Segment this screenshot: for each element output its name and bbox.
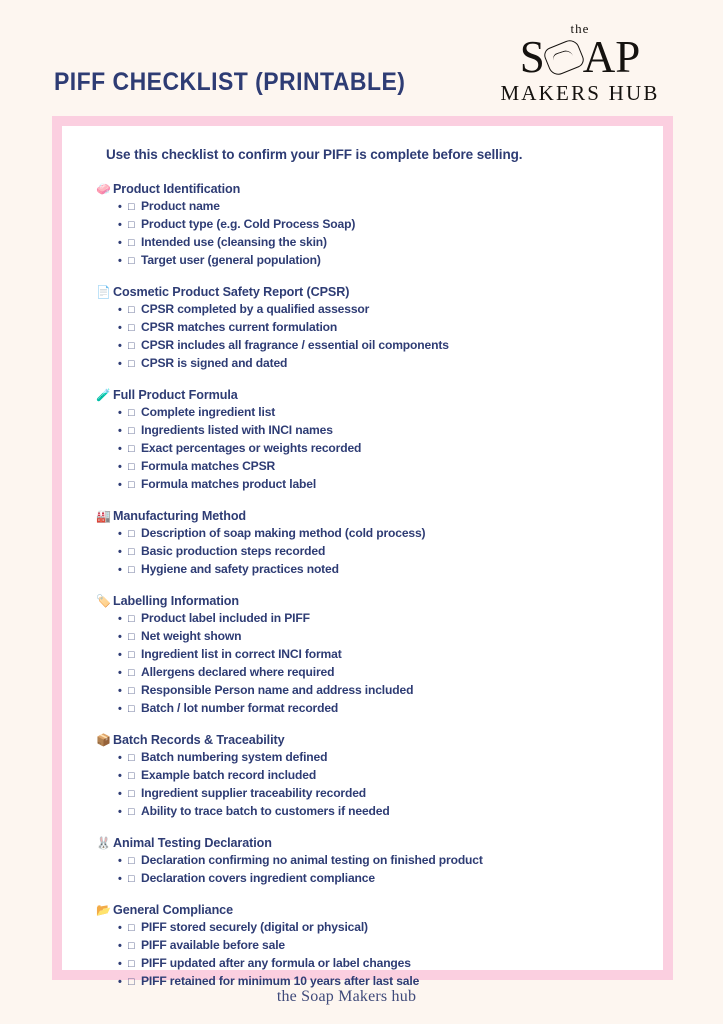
bullet-icon: •: [118, 703, 122, 715]
factory-icon: 🏭: [96, 509, 111, 523]
section-title: Batch Records & Traceability: [113, 733, 285, 747]
checkbox-icon[interactable]: □: [128, 667, 135, 679]
soap-bar-icon: [542, 37, 586, 77]
checklist-item[interactable]: [118, 785, 637, 803]
checklist-item[interactable]: [118, 216, 637, 234]
checkbox-icon[interactable]: □: [128, 976, 135, 988]
checkbox-icon[interactable]: □: [128, 922, 135, 934]
checklist-section: [96, 182, 637, 270]
checklist-item[interactable]: [118, 355, 637, 373]
checklist-item-label: Declaration covers ingredient compliance: [141, 871, 375, 885]
checklist-section: [96, 903, 637, 991]
bullet-icon: •: [118, 528, 122, 540]
checklist-item-label: Exact percentages or weights recorded: [141, 441, 362, 455]
checklist-item[interactable]: [118, 252, 637, 270]
checkbox-icon[interactable]: □: [128, 770, 135, 782]
section-heading: [96, 285, 637, 299]
bullet-icon: •: [118, 958, 122, 970]
section-heading: [96, 509, 637, 523]
checklist-item[interactable]: [118, 476, 637, 494]
checkbox-icon[interactable]: □: [128, 806, 135, 818]
checkbox-icon[interactable]: □: [128, 358, 135, 370]
bullet-icon: •: [118, 752, 122, 764]
checklist-item[interactable]: [118, 198, 637, 216]
bullet-icon: •: [118, 358, 122, 370]
checkbox-icon[interactable]: □: [128, 958, 135, 970]
bullet-icon: •: [118, 685, 122, 697]
bullet-icon: •: [118, 304, 122, 316]
checklist-item-label: Net weight shown: [141, 629, 242, 643]
checkbox-icon[interactable]: □: [128, 649, 135, 661]
checklist-items: [96, 852, 637, 888]
checklist-item-label: PIFF available before sale: [141, 938, 285, 952]
section-title: Full Product Formula: [113, 388, 238, 402]
label-tag-icon: 🏷️: [96, 594, 111, 608]
checklist-item[interactable]: [118, 337, 637, 355]
test-tube-icon: 🧪: [96, 388, 111, 402]
checkbox-icon[interactable]: □: [128, 528, 135, 540]
logo-soap-wordmark: [485, 32, 675, 82]
bullet-icon: •: [118, 425, 122, 437]
checkbox-icon[interactable]: □: [128, 461, 135, 473]
checklist-section: [96, 733, 637, 821]
bullet-icon: •: [118, 613, 122, 625]
checklist-item[interactable]: [118, 301, 637, 319]
checklist-item[interactable]: [118, 682, 637, 700]
bullet-icon: •: [118, 340, 122, 352]
checklist-items: [96, 525, 637, 579]
checkbox-icon[interactable]: □: [128, 613, 135, 625]
checklist-item-label: CPSR is signed and dated: [141, 356, 288, 370]
checkbox-icon[interactable]: □: [128, 752, 135, 764]
checklist-item[interactable]: [118, 628, 637, 646]
checklist-item[interactable]: [118, 700, 637, 718]
checkbox-icon[interactable]: □: [128, 255, 135, 267]
checklist-item-label: Formula matches CPSR: [141, 459, 276, 473]
checkbox-icon[interactable]: □: [128, 443, 135, 455]
bullet-icon: •: [118, 219, 122, 231]
bullet-icon: •: [118, 255, 122, 267]
checklist-item-label: Basic production steps recorded: [141, 544, 326, 558]
checklist-item[interactable]: [118, 870, 637, 888]
bullet-icon: •: [118, 788, 122, 800]
bullet-icon: •: [118, 237, 122, 249]
checklist-item-label: Batch numbering system defined: [141, 750, 328, 764]
checkbox-icon[interactable]: □: [128, 685, 135, 697]
section-heading: [96, 903, 637, 917]
checklist-section: [96, 285, 637, 373]
checklist-item[interactable]: [118, 664, 637, 682]
checklist-item-label: Intended use (cleansing the skin): [141, 235, 327, 249]
section-title: Manufacturing Method: [113, 509, 247, 523]
checklist-items: [96, 610, 637, 718]
checklist-frame: [52, 116, 673, 988]
checklist-item[interactable]: [118, 937, 637, 955]
folder-icon: 📂: [96, 903, 111, 917]
section-heading: [96, 733, 637, 747]
checklist-item[interactable]: [118, 543, 637, 561]
checkbox-icon[interactable]: □: [128, 322, 135, 334]
bullet-icon: •: [118, 564, 122, 576]
checklist-item[interactable]: [118, 803, 637, 821]
checklist-item-label: Product name: [141, 199, 220, 213]
checklist-sections: [96, 182, 637, 991]
checkbox-icon[interactable]: □: [128, 873, 135, 885]
checkbox-icon[interactable]: □: [128, 631, 135, 643]
bullet-icon: •: [118, 667, 122, 679]
checklist-item[interactable]: [118, 319, 637, 337]
checklist-item-label: PIFF retained for minimum 10 years after last sale: [141, 974, 420, 988]
checklist-item[interactable]: [118, 852, 637, 870]
logo-makers-hub-text: MAKERS HUB: [500, 81, 660, 105]
checkbox-icon[interactable]: □: [128, 703, 135, 715]
bullet-icon: •: [118, 407, 122, 419]
checkbox-icon[interactable]: □: [128, 940, 135, 952]
checklist-item-label: Example batch record included: [141, 768, 317, 782]
checklist-item[interactable]: [118, 561, 637, 579]
checkbox-icon[interactable]: □: [128, 788, 135, 800]
bullet-icon: •: [118, 806, 122, 818]
logo-the-text: the: [570, 21, 590, 36]
logo-letter-a: A: [582, 32, 616, 82]
rabbit-icon: 🐰: [96, 836, 111, 850]
checklist-item-label: Hygiene and safety practices noted: [141, 562, 339, 576]
checklist-item[interactable]: [118, 767, 637, 785]
bullet-icon: •: [118, 922, 122, 934]
checkbox-icon[interactable]: □: [128, 304, 135, 316]
bullet-icon: •: [118, 770, 122, 782]
checklist-section: [96, 594, 637, 718]
checklist-item-label: Target user (general population): [141, 253, 321, 267]
checklist-item-label: PIFF stored securely (digital or physical): [141, 920, 368, 934]
checklist-item[interactable]: [118, 610, 637, 628]
section-heading: [96, 388, 637, 402]
brand-logo: [485, 22, 675, 104]
section-title: Animal Testing Declaration: [113, 836, 272, 850]
section-heading: [96, 594, 637, 608]
package-box-icon: 📦: [96, 733, 111, 747]
section-title: Labelling Information: [113, 594, 239, 608]
checklist-items: [96, 301, 637, 373]
checklist-item-label: Ingredient list in correct INCI format: [141, 647, 342, 661]
checklist-section: [96, 836, 637, 888]
checklist-item[interactable]: [118, 404, 637, 422]
checkbox-icon[interactable]: □: [128, 425, 135, 437]
checklist-item-label: Batch / lot number format recorded: [141, 701, 339, 715]
bullet-icon: •: [118, 873, 122, 885]
checkbox-icon[interactable]: □: [128, 479, 135, 491]
checkbox-icon[interactable]: □: [128, 201, 135, 213]
section-heading: [96, 182, 637, 196]
checklist-item-label: Ability to trace batch to customers if needed: [141, 804, 390, 818]
bullet-icon: •: [118, 546, 122, 558]
checkbox-icon[interactable]: □: [128, 564, 135, 576]
checklist-item[interactable]: [118, 458, 637, 476]
checkbox-icon[interactable]: □: [128, 340, 135, 352]
bullet-icon: •: [118, 201, 122, 213]
page-header: [0, 0, 723, 115]
checklist-items: [96, 198, 637, 270]
checklist-item[interactable]: [118, 955, 637, 973]
checklist-item[interactable]: [118, 422, 637, 440]
checklist-item[interactable]: [118, 525, 637, 543]
checklist-item-label: CPSR completed by a qualified assessor: [141, 302, 370, 316]
soap-bar-icon: 🧼: [96, 182, 111, 196]
bullet-icon: •: [118, 443, 122, 455]
checklist-item-label: Ingredient supplier traceability recorded: [141, 786, 367, 800]
checklist-item-label: CPSR matches current formulation: [141, 320, 338, 334]
checklist-items: [96, 404, 637, 494]
footer-brand: the Soap Makers hub: [276, 988, 417, 1005]
checklist-item-label: Product type (e.g. Cold Process Soap): [141, 217, 356, 231]
checkbox-icon[interactable]: □: [128, 546, 135, 558]
bullet-icon: •: [118, 649, 122, 661]
section-heading: [96, 836, 637, 850]
bullet-icon: •: [118, 631, 122, 643]
checklist-items: [96, 919, 637, 991]
bullet-icon: •: [118, 461, 122, 473]
bullet-icon: •: [118, 855, 122, 867]
checkbox-icon[interactable]: □: [128, 407, 135, 419]
section-title: General Compliance: [113, 903, 233, 917]
checklist-item[interactable]: [118, 234, 637, 252]
checklist-sheet: [62, 126, 663, 988]
checklist-item-label: Declaration confirming no animal testing on finished product: [141, 853, 483, 867]
bullet-icon: •: [118, 479, 122, 491]
logo-letter-p: P: [615, 32, 641, 82]
checklist-item[interactable]: [118, 440, 637, 458]
checkbox-icon[interactable]: □: [128, 855, 135, 867]
checklist-item-label: Allergens declared where required: [141, 665, 335, 679]
bullet-icon: •: [118, 976, 122, 988]
section-title: Product Identification: [113, 182, 241, 196]
checklist-item-label: Formula matches product label: [141, 477, 317, 491]
checklist-item[interactable]: [118, 749, 637, 767]
document-icon: 📄: [96, 285, 111, 299]
bullet-icon: •: [118, 322, 122, 334]
checklist-item-label: Responsible Person name and address included: [141, 683, 414, 697]
checklist-item-label: Ingredients listed with INCI names: [141, 423, 333, 437]
logo-letter-s: S: [519, 32, 545, 82]
checklist-item[interactable]: [118, 646, 637, 664]
checklist-items: [96, 749, 637, 821]
checkbox-icon[interactable]: □: [128, 219, 135, 231]
bullet-icon: •: [118, 940, 122, 952]
section-title: Cosmetic Product Safety Report (CPSR): [113, 285, 350, 299]
checklist-item-label: PIFF updated after any formula or label changes: [141, 956, 411, 970]
page-title: PIFF CHECKLIST (PRINTABLE): [54, 68, 406, 96]
checklist-section: [96, 388, 637, 494]
checklist-item-label: Product label included in PIFF: [141, 611, 310, 625]
checkbox-icon[interactable]: □: [128, 237, 135, 249]
checklist-section: [96, 509, 637, 579]
checklist-item-label: Description of soap making method (cold process): [141, 526, 426, 540]
checklist-item-label: Complete ingredient list: [141, 405, 276, 419]
checklist-item[interactable]: [118, 919, 637, 937]
checklist-item-label: CPSR includes all fragrance / essential oil components: [141, 338, 449, 352]
intro-text: Use this checklist to confirm your PIFF is complete before selling.: [106, 147, 523, 162]
